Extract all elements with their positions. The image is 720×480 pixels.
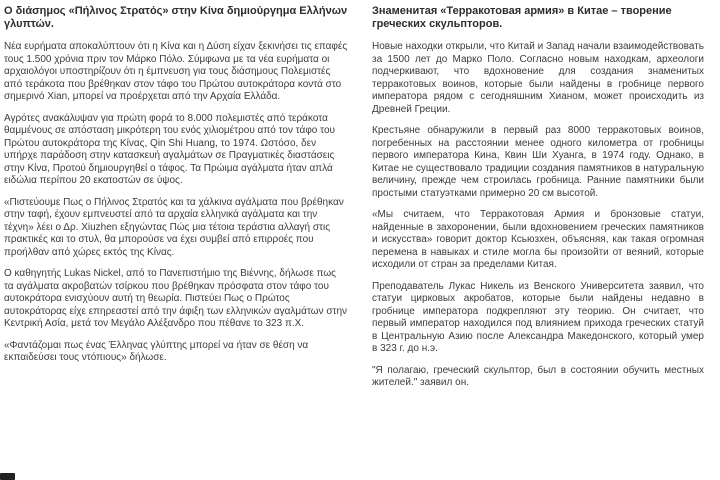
russian-paragraph-3: «Мы считаем, что Терракотовая Армия и бронзовые статуи, найденные в захоронении, были вдохновением греческих памятников и искусства» говорит доктор Ксьюзхен, объясняя, как такая огромная перемена в навыках и стиле могла бы произойти от веяний, которые исходили от стран за пределами Китая. bbox=[372, 209, 704, 270]
greek-paragraph-4: Ο καθηγητής Lukas Nickel, από το Πανεπιστήμιο της Βιέννης, δήλωσε πως τα αγάλματα ακροβατών τσίρκου που βρέθηκαν πρόσφατα στον τάφο του αυτοκράτορα ενισχύουν αυτή τη θεωρία. Πιστεύει Πως ο Πρώτος αυτοκράτορας είχε επηρεαστεί από την άφιξη των ελληνικών αγαλμάτων στην Κεντρική Ασία, μετά τον Μεγάλο Αλέξανδρο που πέθανε το 323 π.Χ. bbox=[4, 268, 348, 329]
russian-paragraph-4: Преподаватель Лукас Никель из Венского Университета заявил, что статуи цирковых акробатов, которые были найдены недавно в гробнице императора подкрепляют эту теорию. Он считает, что первый император находился под влиянием прихода греческих статуй в Центральную Азию после Александра Македонского, который умер в 323 г. до н.э. bbox=[372, 280, 704, 354]
greek-title: Ο διάσημος «Πήλινος Στρατός» στην Κίνα δημιούργημα Ελλήνων γλυπτών. bbox=[4, 5, 348, 30]
greek-paragraph-2: Αγρότες ανακάλυψαν για πρώτη φορά το 8.000 πολεμιστές από τεράκοτα θαμμένους σε απόσταση μικρότερη του ενός χιλιομέτρου από τον τάφο του Πρώτου αυτοκράτορα της Κίνας, Qin Shi Huang, το 1974. Ωστόσο, δεν υπήρχε παράδοση στην κατασκευή αγαλμάτων σε Πραγματικές διαστάσεις στην Κίνα, Προτού δημιουργηθεί ο τάφος. Τα Πρώιμα αγάλματα ήταν απλά ειδώλια περίπου 20 εκατοστών σε ύψος. bbox=[4, 112, 335, 186]
greek-paragraph-1: Νέα ευρήματα αποκαλύπτουν ότι η Κίνα και η Δύση είχαν ξεκινήσει τις επαφές τους 1.500 χρόνια πριν τον Μάρκο Πόλο. Σύμφωνα με τα νέα ευρήματα οι αρχαιολόγοι υποστηρίζουν ότι η έμπνευση για τους διάσημους Πολεμιστές από τεράκοτα που βρέθηκαν στον τάφο του Πρώτου αυτοκράτορα κοντά στο σημερινό Xian, μπορεί να προέρχεται από την Αρχαία Ελλάδα. bbox=[4, 41, 348, 102]
greek-column bbox=[4, 5, 348, 480]
russian-paragraph-5: "Я полагаю, греческий скульптор, был в состоянии обучить местных жителей." заявил он. bbox=[372, 364, 704, 388]
clipped-text-fragment bbox=[0, 473, 15, 480]
russian-title: Знаменитая «Терракотовая армия» в Китае – творение греческих скульпторов. bbox=[372, 5, 672, 30]
russian-column bbox=[372, 5, 704, 480]
russian-paragraph-2: Крестьяне обнаружили в первый раз 8000 терракотовых воинов, погребенных на расстоянии менее одного километра от гробницы первого императора Кина, Квин Ши Хуанга, в 1974 году. Однако, в Китае не существовало традиции создания памятников в натуральную величину, прежде чем строилась гробница. Ранние памятники были простыми статуэтками примерно 20 см высотой. bbox=[372, 125, 704, 199]
russian-paragraph-1: Новые находки открыли, что Китай и Запад начали взаимодействовать за 1500 лет до Марко Поло. Согласно новым находкам, археологи подчеркивают, что вдохновение для создания знаменитых терракотовых воинов, которые были найдены в гробнице первого императора рядом с сегодняшним Хианом, может происходить из Древней Греции. bbox=[372, 41, 704, 115]
greek-paragraph-5: «Φαντάζομαι πως ένας Έλληνας γλύπτης μπορεί να ήταν σε θέση να εκπαιδεύσει τους ντόπιους» δήλωσε. bbox=[4, 339, 309, 363]
greek-paragraph-3: «Πιστεύουμε Πως ο Πήλινος Στρατός και τα χάλκινα αγάλματα που βρέθηκαν στην ταφή, έχουν εμπνευστεί από τα αρχαία ελληνικά αγάλματα και την τέχνη» λέει ο Δρ. Xiuzhen εξηγώντας Πώς μια τέτοια τεράστια αλλαγή στις πρακτικές και το στυλ, θα μπορούσε να έχει συμβεί από επιρροές που προήλθαν από χώρες εκτός της Κίνας. bbox=[4, 196, 344, 258]
